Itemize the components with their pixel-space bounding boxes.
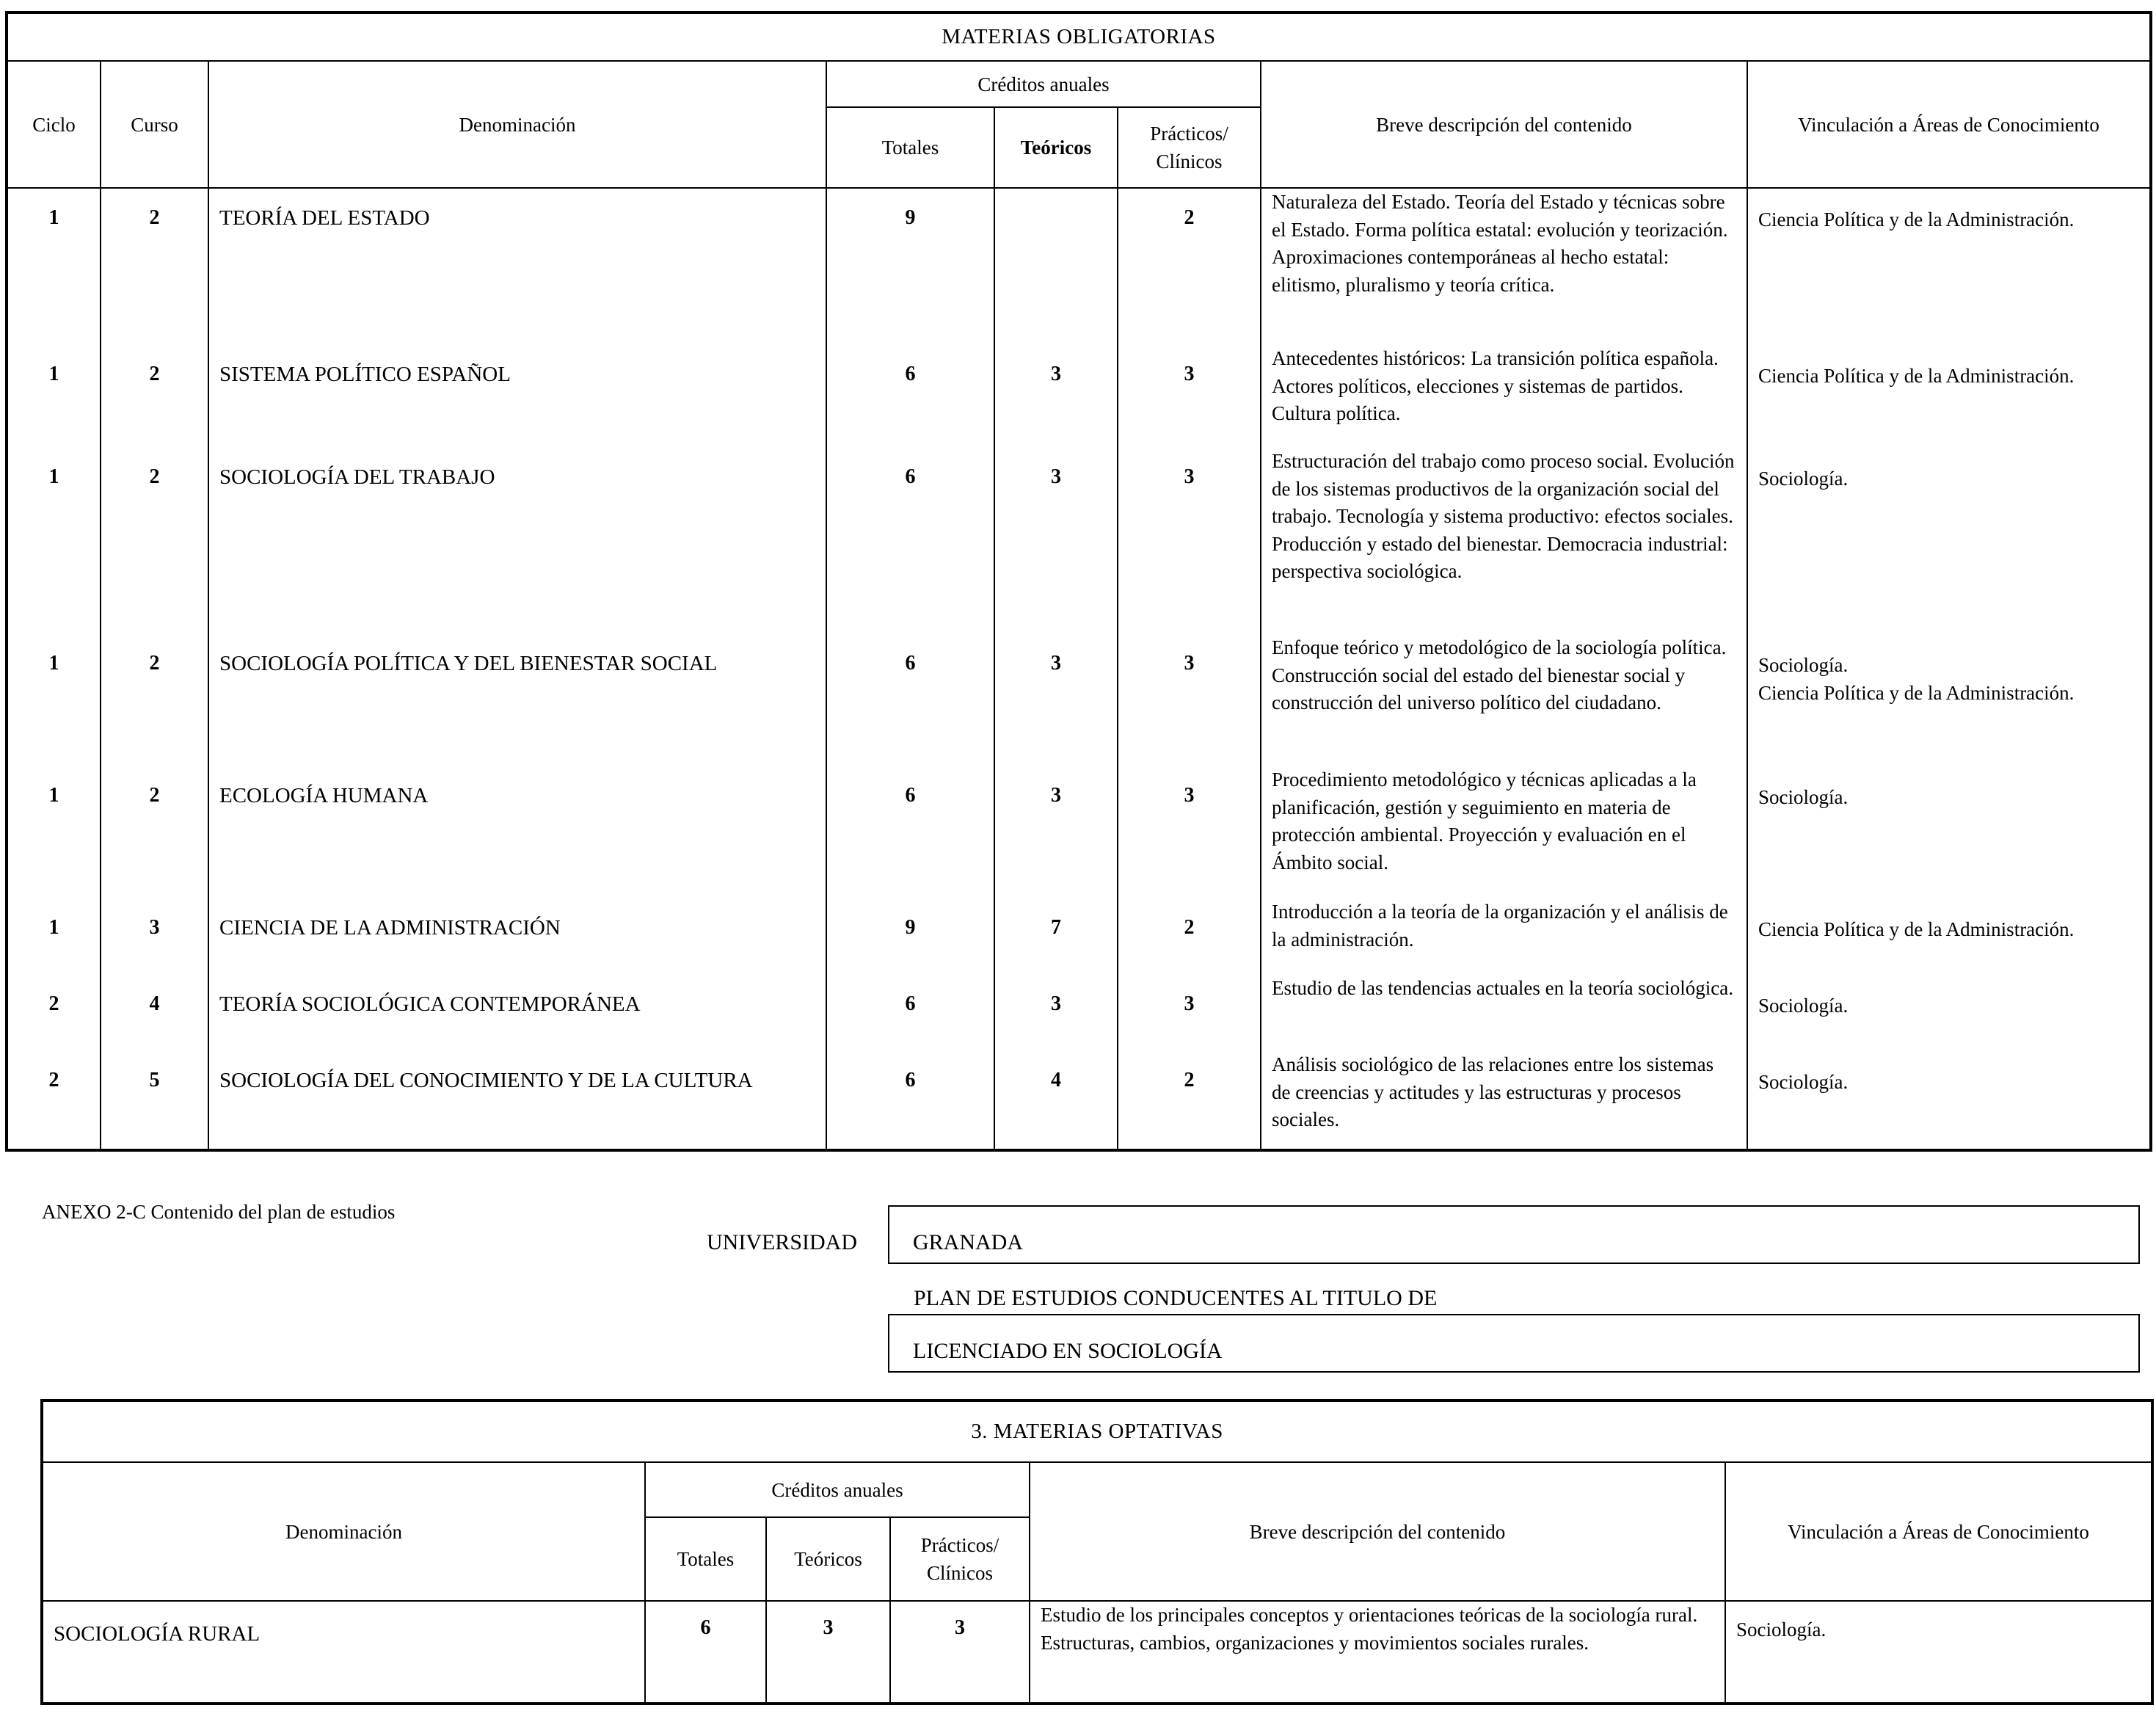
cell-totales: 6 xyxy=(905,465,916,488)
cell-totales: 6 xyxy=(700,1616,711,1639)
cell-descripcion: Estudio de los principales conceptos y orientaciones teóricas de la sociología rural. Estructuras, cambios, organizaciones y movimientos sociales rurales. xyxy=(1041,1604,1698,1654)
cell-ciclo: 1 xyxy=(48,206,59,229)
obligatorias-table xyxy=(5,11,2152,1152)
cell-ciclo: 2 xyxy=(48,992,59,1015)
header-descripcion: Breve descripción del contenido xyxy=(1030,1462,1725,1601)
universidad-label: UNIVERSIDAD xyxy=(707,1230,857,1254)
cell-descripcion: Estructuración del trabajo como proceso social. Evolución de los sistemas productivos de la organización social del trabajo. Tecnología y sistema productivo: efectos sociales. Producción y estado del bienestar. Democracia industrial: perspectiva sociológica. xyxy=(1272,450,1735,582)
header-creditos: Créditos anuales xyxy=(645,1462,1030,1517)
cell-teoricos: 3 xyxy=(1051,652,1061,675)
table-row xyxy=(7,975,2151,1051)
cell-name: SISTEMA POLÍTICO ESPAÑOL xyxy=(219,363,511,386)
cell-curso: 2 xyxy=(149,652,160,675)
cell-teoricos xyxy=(995,189,1117,206)
header-totales: Totales xyxy=(645,1517,766,1601)
degree-value: LICENCIADO EN SOCIOLOGÍA xyxy=(913,1339,1223,1363)
table-row xyxy=(7,188,2151,345)
cell-practicos: 3 xyxy=(1184,652,1195,675)
cell-curso: 3 xyxy=(149,916,160,939)
cell-practicos: 2 xyxy=(1184,916,1195,939)
cell-ciclo: 1 xyxy=(48,652,59,675)
cell-totales: 6 xyxy=(905,652,916,675)
header-practicos: Prácticos/ Clínicos xyxy=(1118,107,1261,188)
universidad-box xyxy=(888,1205,2140,1264)
cell-teoricos: 4 xyxy=(1051,1069,1061,1091)
cell-totales: 9 xyxy=(905,206,916,229)
degree-box xyxy=(888,1314,2140,1373)
cell-ciclo: 1 xyxy=(48,784,59,807)
cell-name: TEORÍA SOCIOLÓGICA CONTEMPORÁNEA xyxy=(219,992,641,1016)
header-descripcion: Breve descripción del contenido xyxy=(1261,61,1747,188)
cell-totales: 6 xyxy=(905,1069,916,1091)
cell-practicos: 2 xyxy=(1184,206,1195,229)
cell-practicos: 2 xyxy=(1184,1069,1195,1091)
cell-descripcion: Procedimiento metodológico y técnicas aplicadas a la planificación, gestión y seguimiento en materia de protección ambiental. Proyección y evaluación en el Ámbito social. xyxy=(1272,769,1697,873)
cell-descripcion: Introducción a la teoría de la organización y el análisis de la administración. xyxy=(1272,901,1728,951)
cell-teoricos: 3 xyxy=(1051,465,1061,488)
table-row xyxy=(7,1051,2151,1150)
optativas-table xyxy=(40,1399,2154,1705)
cell-descripcion: Naturaleza del Estado. Teoría del Estado y técnicas sobre el Estado. Forma política estatal: evolución y teorización. Aproximaciones contemporáneas al hecho estatal: elitismo, pluralismo y teoría crítica. xyxy=(1272,191,1728,296)
header-ciclo: Ciclo xyxy=(7,61,101,188)
cell-teoricos: 7 xyxy=(1051,916,1061,939)
header-vinculacion: Vinculación a Áreas de Conocimiento xyxy=(1725,1462,2152,1601)
cell-name: SOCIOLOGÍA DEL TRABAJO xyxy=(219,465,495,489)
cell-practicos: 3 xyxy=(955,1616,965,1639)
cell-ciclo: 2 xyxy=(48,1069,59,1091)
header-totales: Totales xyxy=(826,107,994,188)
cell-vinculacion: Sociología. xyxy=(1758,468,1849,490)
cell-practicos: 3 xyxy=(1184,784,1195,807)
cell-vinculacion: Sociología. Ciencia Política y de la Administración. xyxy=(1758,654,2075,704)
cell-vinculacion: Sociología. xyxy=(1758,1071,1849,1093)
cell-vinculacion: Sociología. xyxy=(1758,995,1849,1017)
cell-descripcion: Estudio de las tendencias actuales en la teoría sociológica. xyxy=(1272,977,1734,999)
table-row xyxy=(7,898,2151,975)
cell-totales: 6 xyxy=(905,992,916,1015)
header-curso: Curso xyxy=(101,61,208,188)
cell-practicos: 3 xyxy=(1184,465,1195,488)
header-creditos: Créditos anuales xyxy=(826,61,1261,107)
cell-vinculacion: Sociología. xyxy=(1758,786,1849,808)
cell-name: SOCIOLOGÍA DEL CONOCIMIENTO Y DE LA CULTURA xyxy=(219,1069,753,1092)
cell-name: CIENCIA DE LA ADMINISTRACIÓN xyxy=(219,916,561,940)
cell-vinculacion: Ciencia Política y de la Administración. xyxy=(1758,208,2075,230)
cell-totales: 6 xyxy=(905,784,916,807)
cell-name: TEORÍA DEL ESTADO xyxy=(219,206,430,230)
table-row xyxy=(7,634,2151,766)
cell-teoricos: 3 xyxy=(1051,992,1061,1015)
cell-teoricos: 3 xyxy=(1051,363,1061,385)
annex-label: ANEXO 2-C Contenido del plan de estudios xyxy=(42,1201,396,1223)
table-row xyxy=(7,448,2151,634)
cell-descripcion: Análisis sociológico de las relaciones entre los sistemas de creencias y actitudes y las estructuras y procesos sociales. xyxy=(1272,1053,1714,1130)
header-denominacion: Denominación xyxy=(42,1462,645,1601)
header-vinculacion: Vinculación a Áreas de Conocimiento xyxy=(1747,61,2151,188)
table-title: 3. MATERIAS OPTATIVAS xyxy=(42,1401,2152,1462)
cell-vinculacion: Sociología. xyxy=(1736,1619,1827,1641)
universidad-value: GRANADA xyxy=(913,1230,1023,1254)
cell-vinculacion: Ciencia Política y de la Administración. xyxy=(1758,365,2075,387)
cell-ciclo: 1 xyxy=(48,465,59,488)
header-teoricos: Teóricos xyxy=(766,1517,890,1601)
cell-descripcion: Enfoque teórico y metodológico de la sociología política. Construcción social del estado del bienestar social y construcción del universo político del ciudadano. xyxy=(1272,636,1727,713)
cell-vinculacion: Ciencia Política y de la Administración. xyxy=(1758,918,2075,940)
cell-curso: 2 xyxy=(149,465,160,488)
cell-curso: 2 xyxy=(149,363,160,385)
cell-curso: 2 xyxy=(149,784,160,807)
cell-ciclo: 1 xyxy=(48,916,59,939)
cell-descripcion: Antecedentes históricos: La transición política española. Actores políticos, elecciones y sistemas de partidos. Cultura política. xyxy=(1272,347,1719,424)
cell-totales: 9 xyxy=(905,916,916,939)
cell-practicos: 3 xyxy=(1184,363,1195,385)
cell-curso: 4 xyxy=(149,992,160,1015)
header-teoricos: Teóricos xyxy=(994,107,1118,188)
header-practicos: Prácticos/ Clínicos xyxy=(890,1517,1030,1601)
cell-curso: 2 xyxy=(149,206,160,229)
cell-name: SOCIOLOGÍA RURAL xyxy=(54,1622,261,1646)
plan-text: PLAN DE ESTUDIOS CONDUCENTES AL TITULO DE xyxy=(914,1286,1438,1310)
table-row xyxy=(7,766,2151,898)
cell-name: ECOLOGÍA HUMANA xyxy=(219,784,429,807)
table-title: MATERIAS OBLIGATORIAS xyxy=(7,12,2151,61)
header-denominacion: Denominación xyxy=(208,61,826,188)
cell-ciclo: 1 xyxy=(48,363,59,385)
cell-name: SOCIOLOGÍA POLÍTICA Y DEL BIENESTAR SOCIAL xyxy=(219,652,718,675)
cell-curso: 5 xyxy=(149,1069,160,1091)
cell-practicos: 3 xyxy=(1184,992,1195,1015)
cell-teoricos: 3 xyxy=(1051,784,1061,807)
cell-totales: 6 xyxy=(905,363,916,385)
cell-teoricos: 3 xyxy=(823,1616,834,1639)
table-row xyxy=(42,1601,2152,1704)
table-row xyxy=(7,345,2151,448)
